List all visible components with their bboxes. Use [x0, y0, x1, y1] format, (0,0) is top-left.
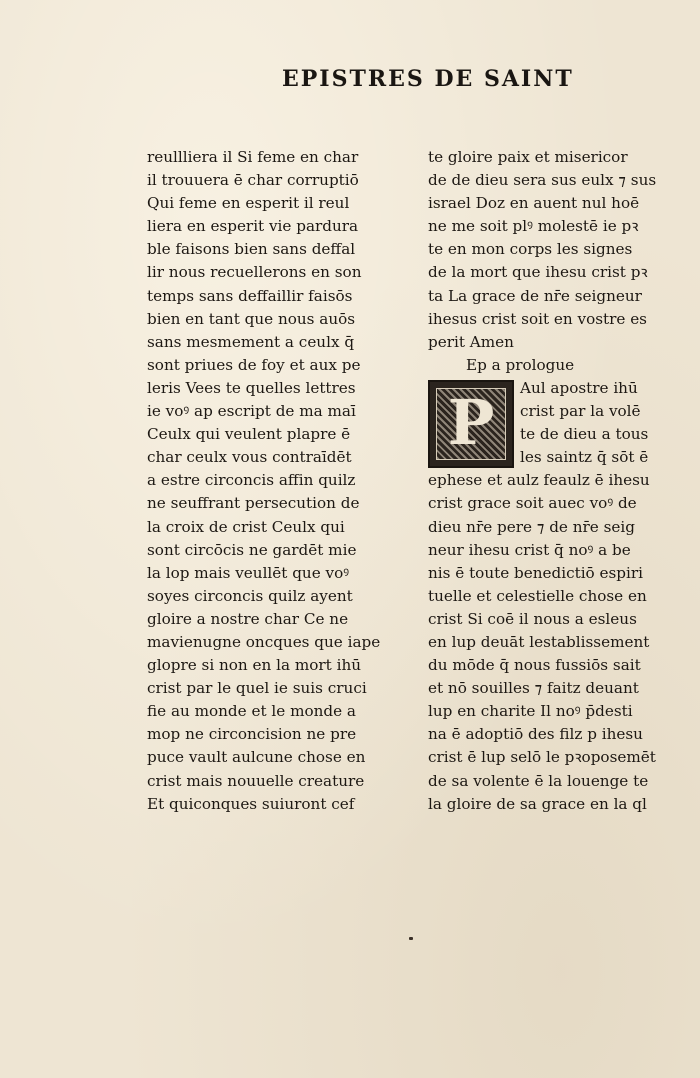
text-line: ble faisons bien sans deffal: [147, 240, 356, 259]
text-line: glopre si non en la mort ihū: [147, 656, 362, 675]
text-line: lup en charite Il noꝰ p̄desti: [428, 702, 633, 721]
text-line: ne me soit plꝰ molestē ie pꝛ: [428, 217, 639, 236]
paper-speck: [409, 937, 413, 940]
text-line: ihesus crist soit en vostre es: [428, 309, 647, 328]
text-line: et nō souilles ⁊ faitz deuant: [428, 679, 639, 698]
text-line: gloire a nostre char Ce ne: [147, 609, 349, 628]
text-line: la gloire de sa grace en la ql: [428, 794, 647, 813]
text-line: mavienugne oncques que iape: [147, 632, 381, 651]
text-line: liera en esperit vie pardura: [147, 217, 359, 236]
text-line: crist par le quel ie suis cruci: [147, 679, 367, 698]
text-line: soyes circoncis quilz ayent: [147, 586, 353, 605]
text-line: crist ē lup selō le pꝛoposemēt: [428, 748, 656, 767]
text-line: la croix de crist Ceulx qui: [147, 517, 345, 536]
text-line: dieu nr̄e pere ⁊ de nr̄e seig: [428, 517, 635, 536]
running-head: EPISTRES DE SAINT: [282, 66, 574, 92]
text-line: Et quiconques suiuront cef: [147, 794, 355, 813]
text-line: te en mon corps les signes: [428, 240, 633, 259]
text-line: puce vault aulcune chose en: [147, 748, 366, 767]
text-line: ne seuffrant persecution de: [147, 494, 360, 513]
text-line: lir nous recuellerons en son: [147, 263, 362, 282]
text-line: les saintz q̄ sōt ē: [520, 448, 649, 467]
left-text-column: [147, 146, 387, 816]
text-line: de sa volente ē la louenge te: [428, 771, 649, 790]
text-line: crist mais nouuelle creature: [147, 771, 365, 790]
text-line: neur ihesu crist q̄ noꝰ a be: [428, 540, 631, 559]
text-line: Aul apostre ihū: [520, 378, 638, 397]
text-line: sont circōcis ne gardēt mie: [147, 540, 357, 559]
text-line: sans mesmement a ceulx q̄: [147, 332, 355, 351]
text-line: de de dieu sera sus eulx ⁊ sus: [428, 171, 657, 190]
initial-letter: P: [447, 386, 495, 459]
decorated-initial: [428, 380, 514, 468]
text-line: en lup deuāt lestablissement: [428, 632, 650, 651]
text-line: perit Amen: [428, 332, 514, 351]
right-text-column: [428, 146, 663, 816]
text-line: de la mort que ihesu crist pꝛ: [428, 263, 648, 282]
text-line: reullliera il Si feme en char: [147, 148, 359, 166]
section-heading: Ep a prologue: [466, 355, 575, 374]
text-line: nis ē toute benedictiō espiri: [428, 563, 643, 582]
text-line: fie au monde et le monde a: [147, 702, 356, 721]
text-line: crist grace soit auec voꝰ de: [428, 494, 637, 513]
text-line: du mōde q̄ nous fussiōs sait: [428, 656, 641, 675]
text-line: leris Vees te quelles lettres: [147, 378, 356, 397]
text-line: sont priues de foy et aux pe: [147, 355, 361, 374]
text-line: ta La grace de nr̄e seigneur: [428, 286, 642, 305]
text-line: temps sans deffaillir faisōs: [147, 286, 353, 305]
text-line: te de dieu a tous: [520, 425, 649, 444]
text-line: crist Si coē il nous a esleus: [428, 609, 637, 628]
text-line: crist par la volē: [520, 402, 641, 421]
text-line: Qui feme en esperit il reul: [147, 194, 350, 213]
text-line: il trouuera ē char corruptiō: [147, 171, 359, 190]
text-line: char ceulx vous contraīdēt: [147, 448, 352, 467]
text-line: mop ne circoncision ne pre: [147, 725, 357, 744]
text-line: te gloire paix et misericor: [428, 148, 628, 166]
text-line: a estre circoncis affin quilz: [147, 471, 356, 490]
text-line: bien en tant que nous auōs: [147, 309, 356, 328]
text-line: ephese et aulz feaulz ē ihesu: [428, 471, 650, 490]
text-line: la lop mais veullēt que voꝰ: [147, 563, 350, 582]
text-line: ie voꝰ ap escript de ma maī: [147, 402, 356, 421]
text-line: tuelle et celestielle chose en: [428, 586, 647, 605]
text-line: israel Doz en auent nul hoē: [428, 194, 640, 213]
text-line: Ceulx qui veulent plapre ē: [147, 425, 351, 444]
text-line: na ē adoptiō des filz p ihesu: [428, 725, 643, 744]
